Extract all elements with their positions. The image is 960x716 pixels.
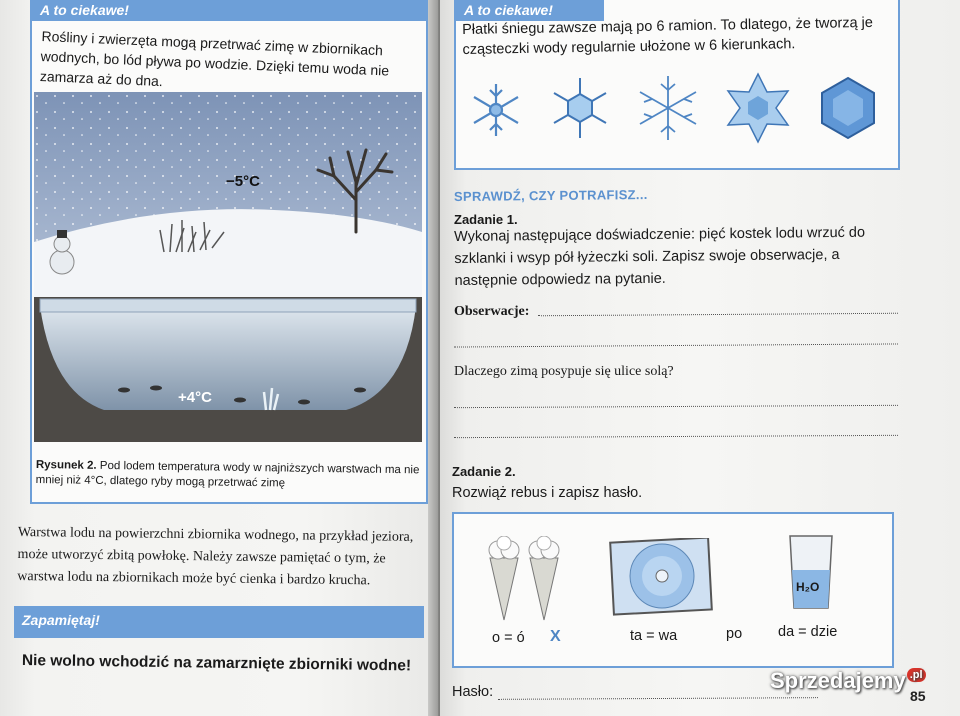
watermark-text: Sprzedajemy <box>770 668 906 693</box>
snowflake-icon <box>640 76 696 140</box>
task1-text: Wykonaj następujące doświadczenie: pięć kostek lodu wrzuć do szklanki i wsyp pół łyżeczki soli. Zapisz swoje obserwacje, a następnie odpowiedz na pytanie. <box>454 224 866 289</box>
observations-line-1[interactable] <box>538 313 898 317</box>
watermark <box>770 668 926 694</box>
answer-line-password[interactable] <box>498 697 818 700</box>
right-page <box>440 0 960 716</box>
water-temperature-label: +4°C <box>178 389 212 406</box>
watermark-suffix: .pl <box>907 668 926 682</box>
remember-tag: Zapamiętaj! <box>22 612 100 628</box>
ice-cream-cones-icon <box>484 536 568 622</box>
task2-title: Zadanie 2. <box>452 464 516 479</box>
cross-mark-icon: X <box>550 628 561 645</box>
page-number: 85 <box>910 688 926 704</box>
ice-paragraph: Warstwa lodu na powierzchni zbiornika wodnego, na przykład jeziora, może utworzyć zbitą powłokę. Należy zawsze pamiętać o tym, że warstwa lodu na zbiornikach może być cienka i bardzo krucha. <box>17 524 414 589</box>
observations-line-2[interactable] <box>454 343 898 347</box>
frozen-lake-illustration <box>34 92 422 442</box>
snowflake-icon <box>474 84 518 136</box>
rebus-clue-2: ta = wa <box>630 628 678 644</box>
snowflakes-illustration <box>468 70 888 146</box>
answer-line-1[interactable] <box>454 405 898 408</box>
star-crystal-icon <box>728 74 788 142</box>
left-page <box>0 0 436 716</box>
rebus-clue-1: o = ó <box>492 630 525 646</box>
task2-text: Rozwiąż rebus i zapisz hasło. <box>452 485 643 501</box>
snowflake-icon <box>554 78 606 138</box>
fact-text-right: Płatki śniegu zawsze mają po 6 ramion. To dlatego, że tworzą je cząsteczki wody regularnie ułożone w 6 kierunkach. <box>462 14 874 58</box>
glass-label: H₂O <box>796 580 820 594</box>
figure-caption <box>36 458 421 493</box>
remember-text: Nie wolno wchodzić na zamarznięte zbiorniki wodne! <box>21 652 412 675</box>
fact-text-left: Rośliny i zwierzęta mogą przetrwać zimę w zbiornikach wodnych, bo lód pływa po wodzie. Dzięki temu woda nie zamarza aż do dna. <box>39 27 390 90</box>
observations-label: Obserwacje: <box>454 304 530 319</box>
caption-text: Pod lodem temperatura wody w najniższych warstwach ma nie mniej niż 4°C, dlatego ryby mogą przetrwać zimę <box>35 459 420 490</box>
answer-label: Hasło: <box>452 684 494 700</box>
fact-tag-right: A to ciekawe! <box>454 0 604 21</box>
answer-line-2[interactable] <box>454 435 898 438</box>
hexagon-crystal-icon <box>822 78 874 138</box>
cd-case-icon <box>608 538 716 616</box>
water-glass-icon <box>786 534 836 610</box>
task1-question: Dlaczego zimą posypuje się ulice solą? <box>454 364 674 379</box>
task1-title: Zadanie 1. <box>454 212 518 227</box>
section-heading: SPRAWDŹ, CZY POTRAFISZ... <box>453 186 648 205</box>
caption-label: Rysunek 2. <box>35 458 97 472</box>
fact-tag-left: A to ciekawe! <box>30 0 436 21</box>
rebus-word-3: po <box>726 626 743 642</box>
air-temperature-label: −5°C <box>226 173 260 190</box>
rebus-clue-4: da = dzie <box>778 624 838 640</box>
